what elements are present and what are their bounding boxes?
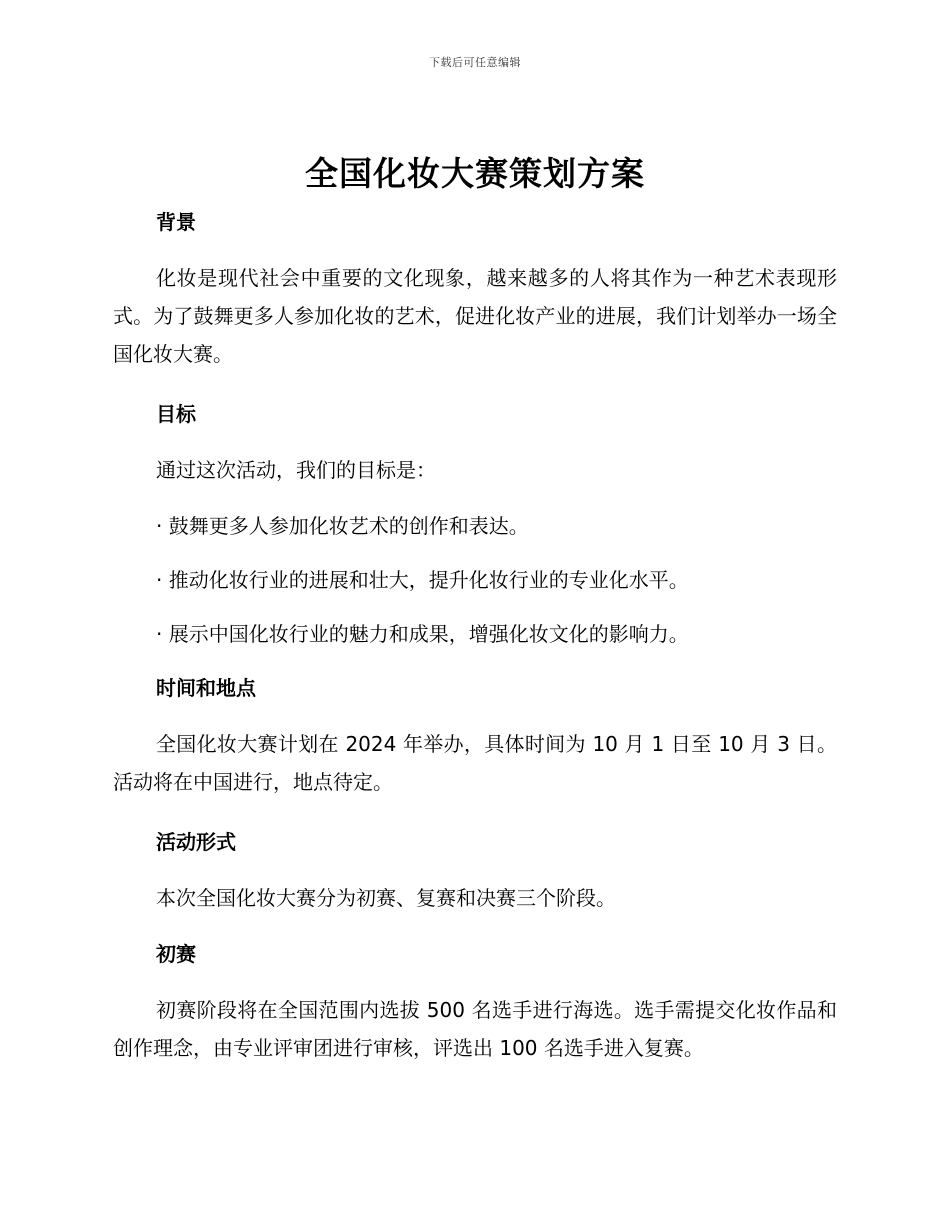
bullet-item: · 推动化妆行业的进展和壮大，提升化妆行业的专业化水平。 — [156, 568, 689, 592]
paragraph-format: 本次全国化妆大赛分为初赛、复赛和决赛三个阶段。 — [156, 886, 616, 910]
paragraph-time-place: 全国化妆大赛计划在 2024 年举办，具体时间为 10 月 1 日至 10 月 3 日。活动将在中国进行，地点待定。 — [113, 732, 837, 794]
bullet-item: · 鼓舞更多人参加化妆艺术的创作和表达。 — [156, 514, 529, 538]
section-heading-goals: 目标 — [156, 402, 196, 426]
section-heading-background: 背景 — [156, 210, 196, 234]
bullet-item: · 展示中国化妆行业的魅力和成果，增强化妆文化的影响力。 — [156, 622, 689, 646]
paragraph-goals-intro: 通过这次活动，我们的目标是： — [156, 458, 436, 482]
header-note: 下载后可任意编辑 — [429, 56, 521, 69]
section-heading-preliminary: 初赛 — [156, 942, 196, 966]
section-heading-format: 活动形式 — [156, 830, 236, 854]
section-heading-time-place: 时间和地点 — [156, 676, 256, 700]
document-title: 全国化妆大赛策划方案 — [305, 154, 645, 193]
paragraph-background: 化妆是现代社会中重要的文化现象，越来越多的人将其作为一种艺术表现形式。为了鼓舞更多人参加化妆的艺术，促进化妆产业的进展，我们计划举办一场全国化妆大赛。 — [113, 266, 837, 366]
paragraph-preliminary: 初赛阶段将在全国范围内选拔 500 名选手进行海选。选手需提交化妆作品和创作理念，由专业评审团进行审核，评选出 100 名选手进入复赛。 — [113, 998, 837, 1060]
document-body — [113, 205, 837, 1067]
